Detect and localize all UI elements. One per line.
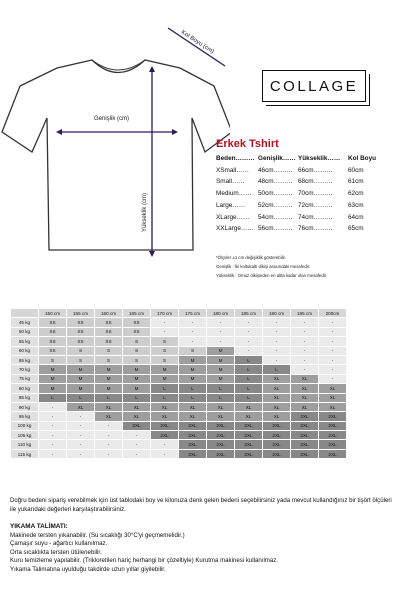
grid-size-cell: M	[95, 365, 122, 373]
wash-line: Kuru temizleme yapılabilir. (Trikloretilen hariç herhangi bir çözeltiyle) Kurutma makinesi kullanılmaz.	[10, 557, 278, 564]
grid-size-cell: XL	[95, 412, 122, 420]
header-cell: Genişlik……	[258, 155, 296, 162]
grid-size-cell: -	[263, 337, 290, 345]
grid-size-cell: XL	[151, 412, 178, 420]
grid-size-cell: XS	[95, 328, 122, 336]
grid-size-cell: XS	[67, 318, 94, 326]
grid-size-cell: -	[263, 318, 290, 326]
grid-size-cell: 2XL	[319, 422, 346, 430]
grid-size-cell: 2XL	[319, 412, 346, 420]
grid-size-cell: L	[235, 394, 262, 402]
grid-size-cell: -	[151, 328, 178, 336]
grid-size-cell: 2XL	[179, 450, 206, 458]
grid-size-cell: -	[67, 450, 94, 458]
grid-size-cell: S	[39, 356, 66, 364]
wash-line: Orta sıcaklıkta tersten ütülenebilir.	[10, 548, 102, 556]
grid-size-cell: 2XL	[319, 440, 346, 448]
grid-weight-label: 110 kg	[11, 440, 38, 448]
size-cell: Small……	[216, 178, 245, 186]
grid-row	[11, 422, 346, 430]
grid-size-cell: -	[263, 328, 290, 336]
grid-size-cell: L	[263, 365, 290, 373]
grid-size-cell: L	[207, 394, 234, 402]
size-cell: XXLarge……	[216, 225, 254, 233]
grid-size-cell: S	[95, 347, 122, 355]
grid-size-cell: -	[123, 431, 150, 439]
grid-weight-label: 105 kg	[11, 431, 38, 439]
collar-label: Kol Boyu (cm)	[179, 29, 215, 56]
grid-size-cell: 2XL	[151, 422, 178, 430]
size-cell: 52cm………	[258, 201, 293, 209]
grid-row	[11, 318, 346, 326]
grid-size-cell: S	[179, 347, 206, 355]
grid-size-cell: M	[207, 347, 234, 355]
grid-size-cell: -	[263, 356, 290, 364]
size-cell: 64cm	[348, 213, 364, 221]
grid-height-header: 185 cm	[235, 309, 262, 317]
grid-size-cell: -	[179, 337, 206, 345]
grid-row	[11, 328, 346, 336]
grid-weight-label: 100 kg	[11, 422, 38, 430]
grid-size-cell: 2XL	[263, 431, 290, 439]
size-cell: 70cm………	[298, 190, 333, 198]
grid-size-cell: -	[151, 440, 178, 448]
grid-size-cell: M	[207, 356, 234, 364]
grid-size-cell: XL	[179, 403, 206, 411]
grid-size-cell: 2XL	[207, 431, 234, 439]
size-cell: Large……	[216, 201, 246, 209]
grid-size-cell: L	[95, 394, 122, 402]
grid-size-cell: S	[67, 347, 94, 355]
grid-size-cell: -	[151, 318, 178, 326]
size-cell: 66cm………	[298, 166, 333, 174]
grid-size-cell: -	[67, 422, 94, 430]
grid-size-cell: M	[95, 384, 122, 392]
wash-title: YIKAMA TALİMATI:	[10, 523, 68, 530]
grid-size-cell: -	[95, 431, 122, 439]
grid-size-cell: S	[95, 356, 122, 364]
grid-size-cell: XL	[319, 403, 346, 411]
grid-size-cell: XL	[319, 384, 346, 392]
grid-size-cell: XL	[291, 394, 318, 402]
grid-size-cell: M	[123, 365, 150, 373]
grid-size-cell: -	[67, 431, 94, 439]
grid-size-cell: M	[179, 365, 206, 373]
grid-size-cell: XS	[39, 337, 66, 345]
grid-height-header: 170 cm	[151, 309, 178, 317]
grid-corner	[11, 309, 38, 317]
grid-size-cell: 2XL	[291, 422, 318, 430]
grid-size-cell: 2XL	[235, 431, 262, 439]
grid-size-cell: XS	[67, 328, 94, 336]
grid-size-cell: XS	[123, 318, 150, 326]
grid-size-cell: 2XL	[263, 422, 290, 430]
grid-size-cell: XS	[39, 318, 66, 326]
size-cell: 56cm………	[258, 225, 293, 233]
grid-size-cell: XL	[67, 403, 94, 411]
grid-size-cell: XL	[151, 403, 178, 411]
grid-size-cell: -	[263, 347, 290, 355]
grid-size-cell: -	[67, 440, 94, 448]
grid-weight-label: 80 kg	[11, 384, 38, 392]
grid-size-cell: -	[291, 356, 318, 364]
grid-size-cell: M	[67, 365, 94, 373]
grid-size-cell: M	[179, 375, 206, 383]
grid-size-cell: 2XL	[263, 450, 290, 458]
grid-row	[11, 403, 346, 411]
size-row	[216, 200, 396, 212]
grid-row	[11, 375, 346, 383]
size-chart	[216, 138, 396, 235]
grid-size-cell: -	[291, 365, 318, 373]
grid-size-cell: M	[151, 375, 178, 383]
grid-size-cell: XL	[123, 403, 150, 411]
grid-size-cell: -	[39, 403, 66, 411]
height-label: Yükseklik (cm)	[142, 192, 148, 232]
grid-weight-label: 85 kg	[11, 394, 38, 402]
grid-size-cell: -	[95, 450, 122, 458]
grid-size-cell: 2XL	[151, 431, 178, 439]
size-cell: 50cm………	[258, 190, 293, 198]
grid-size-cell: 2XL	[207, 440, 234, 448]
grid-weight-label: 65 kg	[11, 356, 38, 364]
grid-size-cell: L	[179, 384, 206, 392]
grid-size-cell: -	[179, 328, 206, 336]
size-cell: 65cm	[348, 225, 364, 233]
grid-size-cell: 2XL	[179, 422, 206, 430]
grid-size-cell: S	[151, 356, 178, 364]
grid-size-cell: -	[207, 337, 234, 345]
grid-size-cell: XL	[291, 375, 318, 383]
grid-size-cell: -	[123, 440, 150, 448]
grid-size-cell: S	[123, 337, 150, 345]
size-cell: 68cm………	[298, 178, 333, 186]
grid-row	[11, 384, 346, 392]
grid-size-cell: 2XL	[179, 431, 206, 439]
grid-row	[11, 450, 346, 458]
grid-size-cell: L	[235, 356, 262, 364]
height-arrow-bottom	[149, 251, 155, 257]
grid-size-cell: L	[151, 394, 178, 402]
grid-size-cell: L	[235, 384, 262, 392]
grid-height-header: 195 cm	[291, 309, 318, 317]
grid-size-cell: 2XL	[207, 450, 234, 458]
grid-size-cell: -	[319, 328, 346, 336]
grid-size-cell: S	[151, 347, 178, 355]
size-chart-header	[216, 153, 396, 165]
grid-weight-label: 90 kg	[11, 403, 38, 411]
size-cell: 54cm………	[258, 213, 293, 221]
grid-size-cell: 2XL	[235, 450, 262, 458]
grid-height-header: 165 cm	[123, 309, 150, 317]
grid-size-cell: L	[39, 394, 66, 402]
grid-size-cell: L	[235, 365, 262, 373]
grid-size-cell: M	[39, 365, 66, 373]
grid-weight-label: 95 kg	[11, 412, 38, 420]
grid-size-cell: XL	[319, 394, 346, 402]
grid-size-cell: L	[151, 384, 178, 392]
size-cell: 48cm………	[258, 178, 293, 186]
grid-size-cell: XL	[207, 403, 234, 411]
collar-measure-line	[168, 28, 225, 66]
grid-size-cell: XS	[95, 337, 122, 345]
grid-size-cell: XL	[95, 403, 122, 411]
grid-size-cell: XL	[263, 375, 290, 383]
grid-size-cell: L	[235, 375, 262, 383]
brand-logo: COLLAGE	[262, 70, 366, 102]
grid-size-cell: XL	[207, 412, 234, 420]
grid-header-row	[11, 309, 346, 317]
size-row	[216, 223, 396, 235]
grid-size-cell: -	[319, 318, 346, 326]
grid-height-header: 175 cm	[179, 309, 206, 317]
size-cell: Medium……	[216, 190, 252, 198]
grid-size-cell: S	[67, 356, 94, 364]
grid-size-cell: 2XL	[235, 422, 262, 430]
grid-size-cell: XL	[291, 384, 318, 392]
grid-size-cell: -	[95, 422, 122, 430]
grid-size-cell: M	[67, 375, 94, 383]
grid-size-cell: -	[207, 328, 234, 336]
footer-text	[10, 497, 395, 574]
grid-size-cell: -	[291, 347, 318, 355]
tshirt-outline	[2, 60, 230, 250]
grid-size-cell: -	[291, 318, 318, 326]
width-label: Genişlik (cm)	[94, 116, 130, 122]
size-cell: 63cm	[348, 201, 364, 209]
grid-size-cell: -	[235, 337, 262, 345]
size-cell: 61cm	[348, 178, 364, 186]
grid-size-cell: -	[151, 450, 178, 458]
grid-size-cell: -	[39, 412, 66, 420]
grid-size-cell: XL	[235, 403, 262, 411]
wash-line: Makinede tersten yıkanabilir. (Su sıcaklığı 30°C'yi geçmemelidir.)	[10, 531, 185, 539]
grid-weight-label: 55 kg	[11, 337, 38, 345]
grid-size-cell: XL	[263, 384, 290, 392]
grid-size-cell: -	[207, 318, 234, 326]
grid-size-cell: M	[123, 384, 150, 392]
grid-height-header: 155 cm	[67, 309, 94, 317]
grid-weight-label: 115 kg	[11, 450, 38, 458]
grid-size-cell: -	[319, 356, 346, 364]
grid-weight-label: 60 kg	[11, 347, 38, 355]
grid-row	[11, 337, 346, 345]
grid-size-cell: L	[207, 384, 234, 392]
height-weight-size-grid	[10, 308, 347, 459]
tshirt-diagram	[0, 0, 230, 260]
grid-size-cell: M	[39, 375, 66, 383]
grid-size-cell: -	[319, 365, 346, 373]
note-line: *Ölçüler ±1 cm değişiklik gösterebilir.	[216, 255, 286, 260]
note-line: Genişlik : İki koltukaltı dikişi arasındaki mesafedir.	[216, 264, 311, 269]
grid-size-cell: 2XL	[291, 450, 318, 458]
measurement-notes	[216, 253, 396, 280]
grid-size-cell: XS	[39, 347, 66, 355]
header-cell: Beden………	[216, 155, 255, 162]
size-cell: 76cm………	[298, 225, 333, 233]
grid-size-cell: M	[179, 356, 206, 364]
grid-size-cell: 2XL	[263, 440, 290, 448]
grid-size-cell: L	[67, 394, 94, 402]
grid-size-cell: 2XL	[291, 431, 318, 439]
grid-size-cell: -	[291, 328, 318, 336]
grid-size-cell: S	[151, 337, 178, 345]
grid-size-cell: M	[67, 384, 94, 392]
size-cell: 60cm	[348, 166, 364, 174]
size-row	[216, 188, 396, 200]
grid-size-cell: -	[235, 347, 262, 355]
grid-size-cell: -	[235, 328, 262, 336]
header-cell: Kol Boyu	[348, 155, 377, 162]
grid-row	[11, 412, 346, 420]
grid-size-cell: -	[235, 318, 262, 326]
grid-size-cell: M	[39, 384, 66, 392]
grid-size-cell: 2XL	[319, 450, 346, 458]
grid-size-cell: -	[179, 318, 206, 326]
grid-height-header: 160 cm	[95, 309, 122, 317]
grid-size-cell: -	[319, 337, 346, 345]
grid-weight-label: 75 kg	[11, 375, 38, 383]
size-chart-title: Erkek Tshirt	[216, 138, 279, 150]
grid-row	[11, 365, 346, 373]
grid-size-cell: XL	[263, 394, 290, 402]
grid-size-cell: -	[39, 431, 66, 439]
grid-height-header: 190 cm	[263, 309, 290, 317]
grid-size-cell: S	[123, 356, 150, 364]
grid-size-cell: -	[39, 450, 66, 458]
grid-size-cell: -	[39, 422, 66, 430]
grid-size-cell: -	[95, 440, 122, 448]
grid-size-cell: XL	[291, 403, 318, 411]
grid-size-cell: 2XL	[123, 422, 150, 430]
grid-size-cell: M	[151, 365, 178, 373]
grid-row	[11, 394, 346, 402]
note-line: Yükseklik : Omuz dikişinden en altta kadar olan mesafedir.	[216, 273, 328, 278]
grid-weight-label: 70 kg	[11, 365, 38, 373]
grid-size-cell: XL	[123, 412, 150, 420]
grid-row	[11, 431, 346, 439]
grid-size-cell: L	[179, 394, 206, 402]
grid-size-cell: 2XL	[291, 412, 318, 420]
grid-size-cell: 2XL	[179, 440, 206, 448]
grid-size-cell: -	[123, 450, 150, 458]
grid-size-cell: M	[207, 365, 234, 373]
grid-size-cell: XL	[235, 412, 262, 420]
grid-size-cell: M	[207, 375, 234, 383]
grid-size-cell: XS	[95, 318, 122, 326]
header-cell: Yükseklik……	[298, 155, 341, 162]
grid-size-cell: M	[95, 375, 122, 383]
grid-size-cell: XS	[39, 328, 66, 336]
grid-size-cell: S	[123, 347, 150, 355]
grid-size-cell: XS	[67, 337, 94, 345]
grid-height-header: 150 cm	[39, 309, 66, 317]
grid-size-cell: 2XL	[207, 422, 234, 430]
intro-text: Doğru bedeni sipariş verebilmek için üst tablodaki boy ve kilonuza denk gelen bedeni seçebilirsiniz yada mevcut kullandığınız bir tişört ölçüleri ile yukarıdaki değerleri karşılaştırabilirsiniz.	[10, 497, 392, 513]
grid-size-cell: 2XL	[291, 440, 318, 448]
size-row	[216, 212, 396, 224]
grid-size-cell: XL	[263, 403, 290, 411]
grid-size-cell: XS	[123, 328, 150, 336]
grid-weight-label: 45 kg	[11, 318, 38, 326]
size-cell: 46cm………	[258, 166, 293, 174]
grid-size-cell: 2XL	[235, 440, 262, 448]
size-row	[216, 176, 396, 188]
grid-size-cell: XL	[263, 412, 290, 420]
size-cell: 62cm	[348, 190, 364, 198]
grid-height-header: 180 cm	[207, 309, 234, 317]
grid-row	[11, 356, 346, 364]
grid-row	[11, 440, 346, 448]
grid-row	[11, 347, 346, 355]
grid-size-cell: -	[39, 440, 66, 448]
grid-height-header: 200cm	[319, 309, 346, 317]
grid-weight-label: 50 kg	[11, 328, 38, 336]
size-cell: XLarge……	[216, 213, 250, 221]
wash-line: Çamaşır suyu - ağartıcı kullanılmaz.	[10, 540, 108, 547]
grid-size-cell: L	[123, 394, 150, 402]
size-cell: XSmall……	[216, 166, 250, 174]
size-cell: 74cm………	[298, 213, 333, 221]
grid-size-cell: -	[291, 337, 318, 345]
grid-size-cell: 2XL	[319, 431, 346, 439]
grid-size-cell: M	[123, 375, 150, 383]
grid-size-cell: -	[67, 412, 94, 420]
wash-line: Yıkama Talimatına uyulduğu takdirde uzun yıllar giyilebilir.	[10, 565, 166, 573]
size-row	[216, 165, 396, 177]
grid-size-cell: -	[319, 375, 346, 383]
grid-size-cell: XL	[179, 412, 206, 420]
size-cell: 72cm………	[298, 201, 333, 209]
grid-size-cell: -	[319, 347, 346, 355]
